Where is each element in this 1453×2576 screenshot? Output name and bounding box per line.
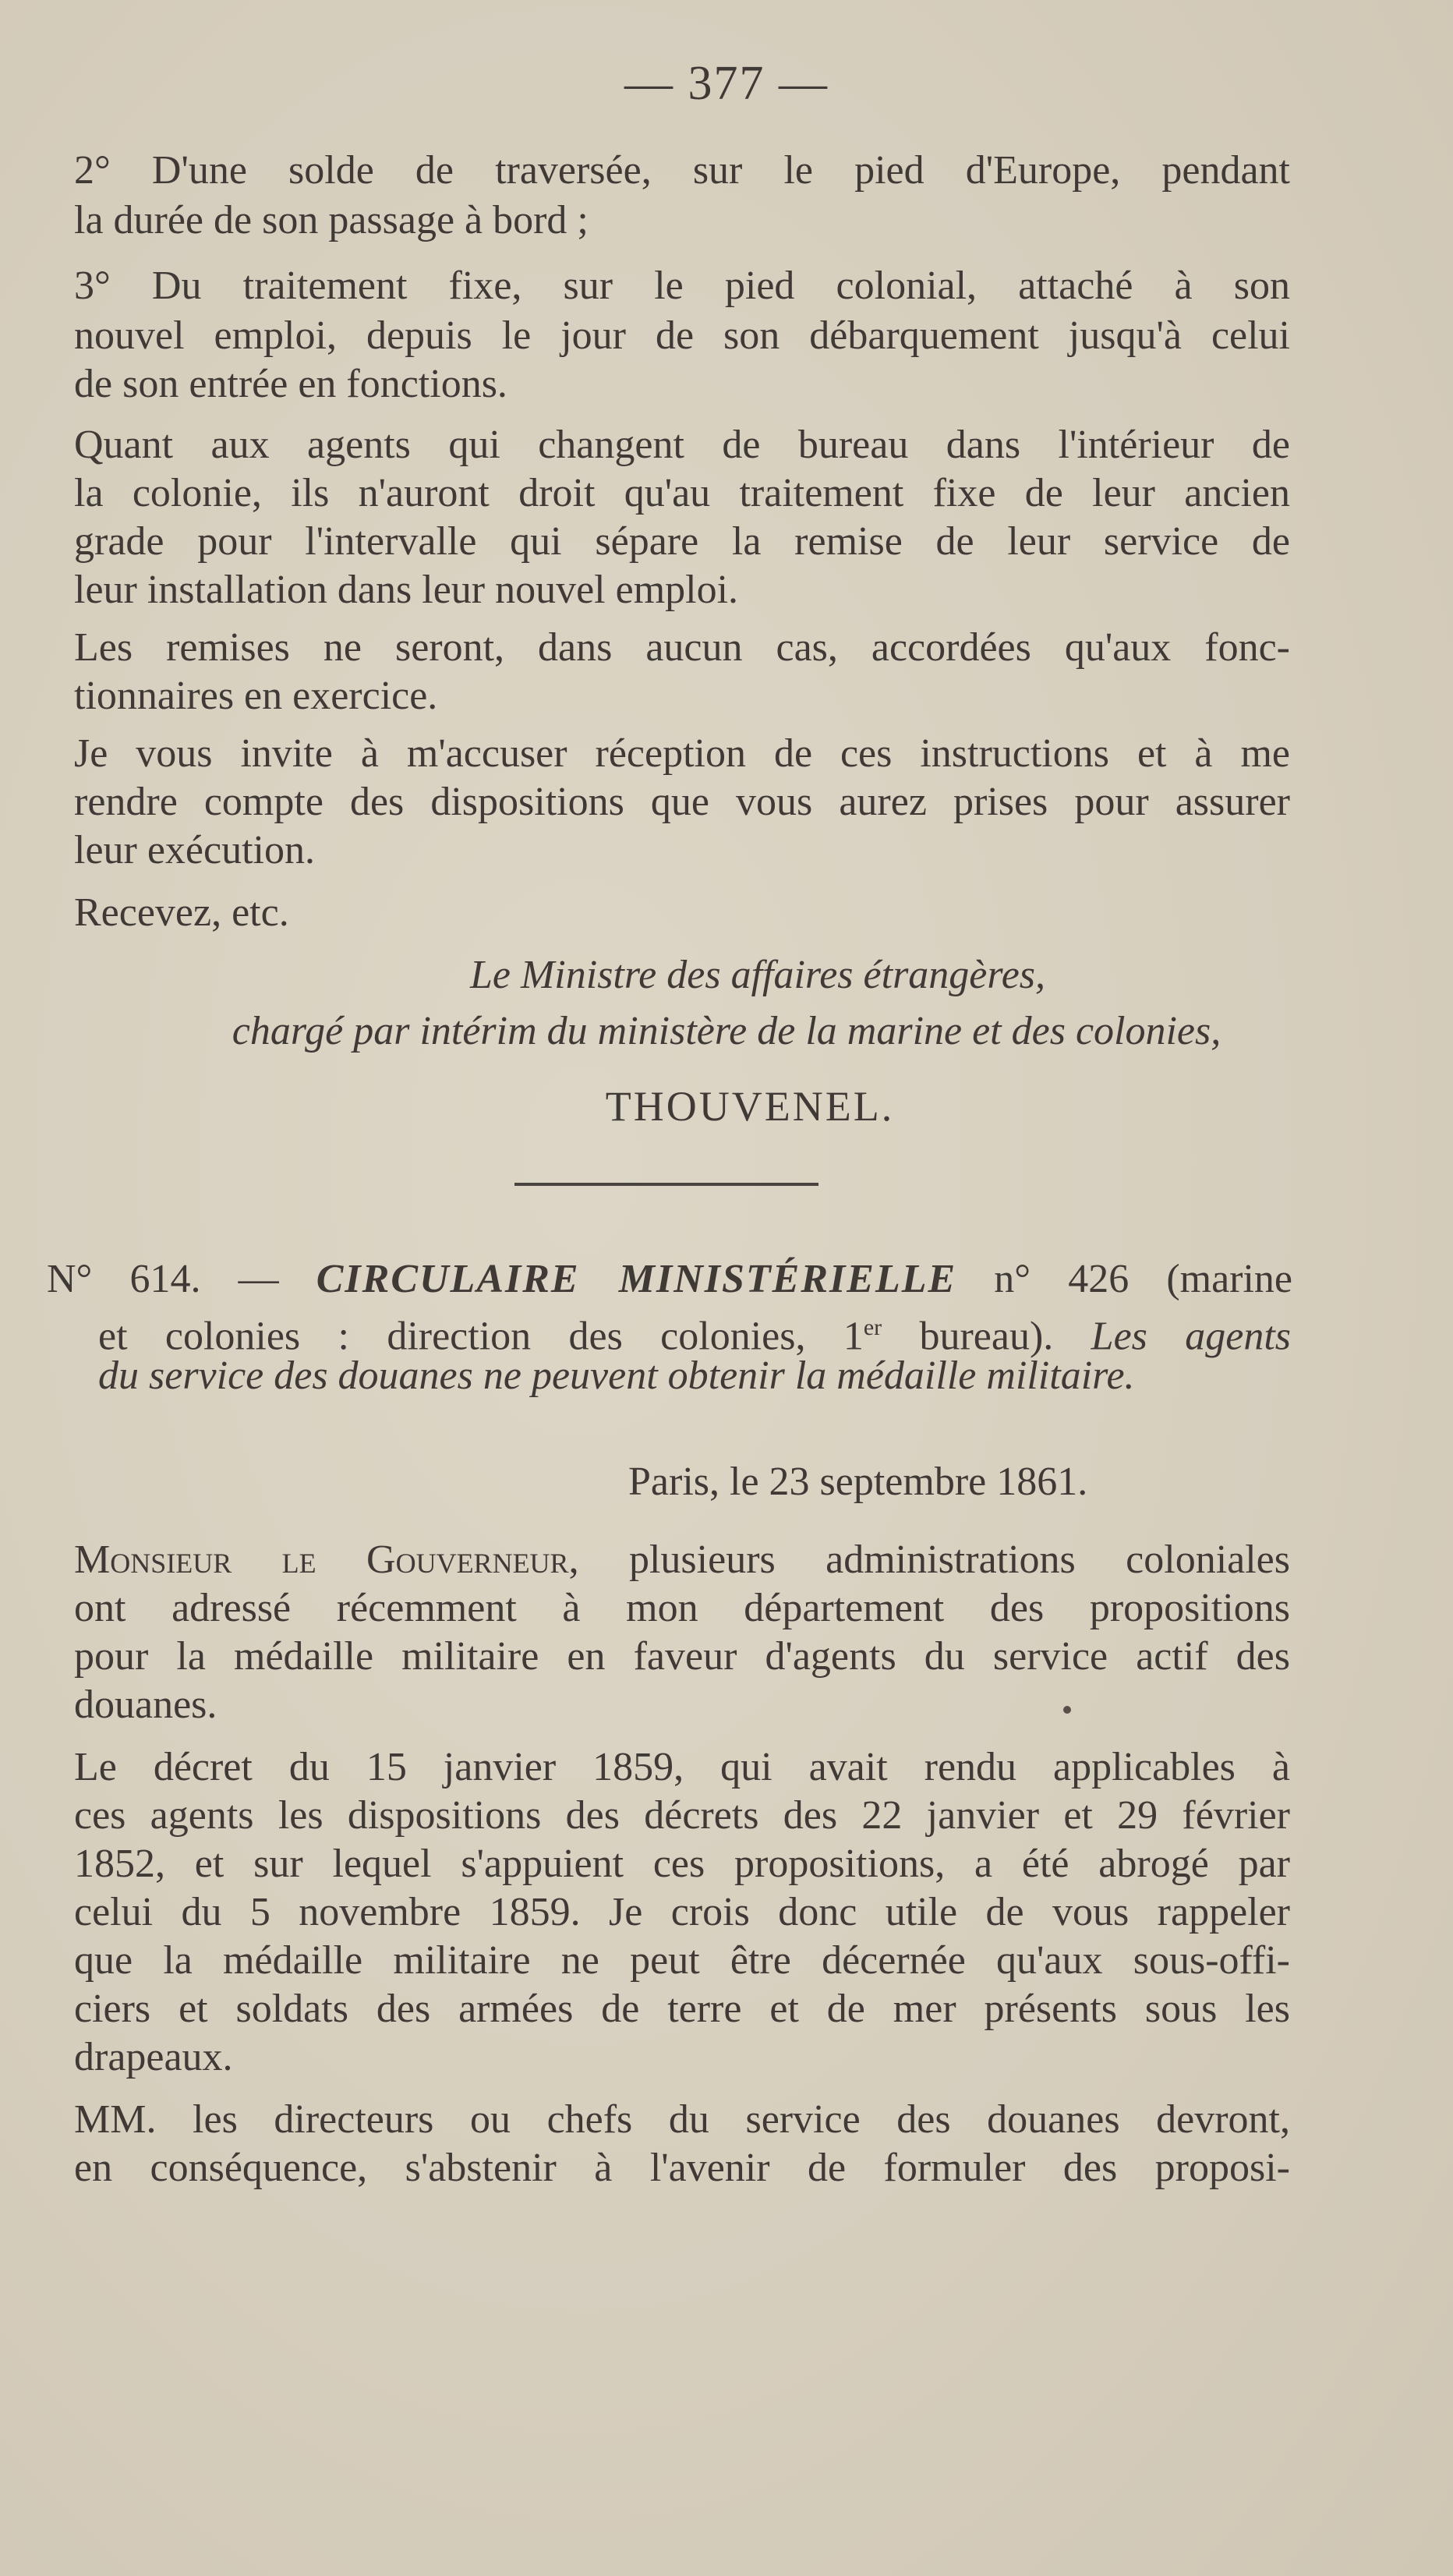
- text-line: ces agents les dispositions des décrets des 22 janvier et 29 février: [74, 1793, 1290, 1838]
- text-line: 3° Du traitement fixe, sur le pied colonial, attaché à son: [74, 264, 1290, 308]
- ink-speck: [1063, 1706, 1071, 1714]
- circular-bureau: bureau).: [882, 1314, 1054, 1359]
- circular-subject: du service des douanes ne peuvent obtenir la médaille militaire.: [98, 1353, 1135, 1398]
- text-line: drapeaux.: [74, 2035, 233, 2079]
- text-line: tionnaires en exercice.: [74, 674, 438, 718]
- signature-title-2: chargé par intérim du ministère de la marine et des colonies,: [232, 1009, 1221, 1053]
- signature-title-1: Le Ministre des affaires étrangères,: [469, 953, 1046, 997]
- text-line: celui du 5 novembre 1859. Je crois donc utile de vous rappeler: [74, 1890, 1290, 1934]
- text-line: en conséquence, s'abstenir à l'avenir de formuler des proposi-: [74, 2146, 1290, 2190]
- text-line: leur exécution.: [74, 828, 315, 872]
- signature-name: THOUVENEL.: [605, 1083, 895, 1130]
- text-line: rendre compte des dispositions que vous aurez prises pour assurer: [74, 780, 1290, 824]
- text-line: nouvel emploi, depuis le jour de son débarquement jusqu'à celui: [74, 313, 1290, 358]
- text-line: Les remises ne seront, dans aucun cas, accordées qu'aux fonc-: [74, 625, 1290, 670]
- salutation: Monsieur le Gouverneur: [74, 1537, 569, 1582]
- circular-reference: n° 426 (marine: [994, 1257, 1293, 1301]
- text-line: 1852, et sur lequel s'appuient ces propositions, a été abrogé par: [74, 1842, 1290, 1886]
- text-line: Je vous invite à m'accuser réception de ces instructions et à me: [74, 731, 1290, 776]
- text-line: Le décret du 15 janvier 1859, qui avait rendu applicables à: [74, 1745, 1290, 1789]
- text-line: ont adressé récemment à mon département des propositions: [74, 1586, 1290, 1630]
- text-line: pour la médaille militaire en faveur d'agents du service actif des: [74, 1634, 1290, 1679]
- circular-date: Paris, le 23 septembre 1861.: [628, 1460, 1088, 1504]
- text-line: la colonie, ils n'auront droit qu'au traitement fixe de leur ancien: [74, 471, 1290, 515]
- text-line: la durée de son passage à bord ;: [74, 198, 589, 242]
- text-line: leur installation dans leur nouvel emploi.: [74, 568, 739, 612]
- text-line: [74, 1536, 1290, 1584]
- text-line: Quant aux agents qui changent de bureau dans l'intérieur de: [74, 423, 1290, 467]
- text-line: 2° D'une solde de traversée, sur le pied d'Europe, pendant: [74, 148, 1290, 193]
- superscript: er: [863, 1315, 882, 1340]
- text-line: douanes.: [74, 1683, 217, 1727]
- circular-title: CIRCULAIRE MINISTÉRIELLE: [316, 1257, 957, 1301]
- text-line: de son entrée en fonctions.: [74, 362, 507, 406]
- circular-subject-start: Les agents: [1053, 1314, 1292, 1359]
- text-line: MM. les directeurs ou chefs du service des douanes devront,: [74, 2097, 1290, 2142]
- page-number: — 377 —: [624, 57, 829, 110]
- circular-heading-line-1: [47, 1255, 1292, 1304]
- text-line: ciers et soldats des armées de terre et de mer présents sous les: [74, 1987, 1290, 2031]
- text-span: , plusieurs administrations coloniales: [568, 1537, 1290, 1582]
- circular-direction: et colonies : direction des colonies, 1: [98, 1314, 864, 1359]
- circular-number: N° 614. —: [47, 1257, 279, 1301]
- text-line: que la médaille militaire ne peut être décernée qu'aux sous-offi-: [74, 1938, 1290, 1983]
- closing-formula: Recevez, etc.: [74, 890, 289, 935]
- section-divider: [514, 1183, 818, 1186]
- text-line: grade pour l'intervalle qui sépare la remise de leur service de: [74, 519, 1290, 564]
